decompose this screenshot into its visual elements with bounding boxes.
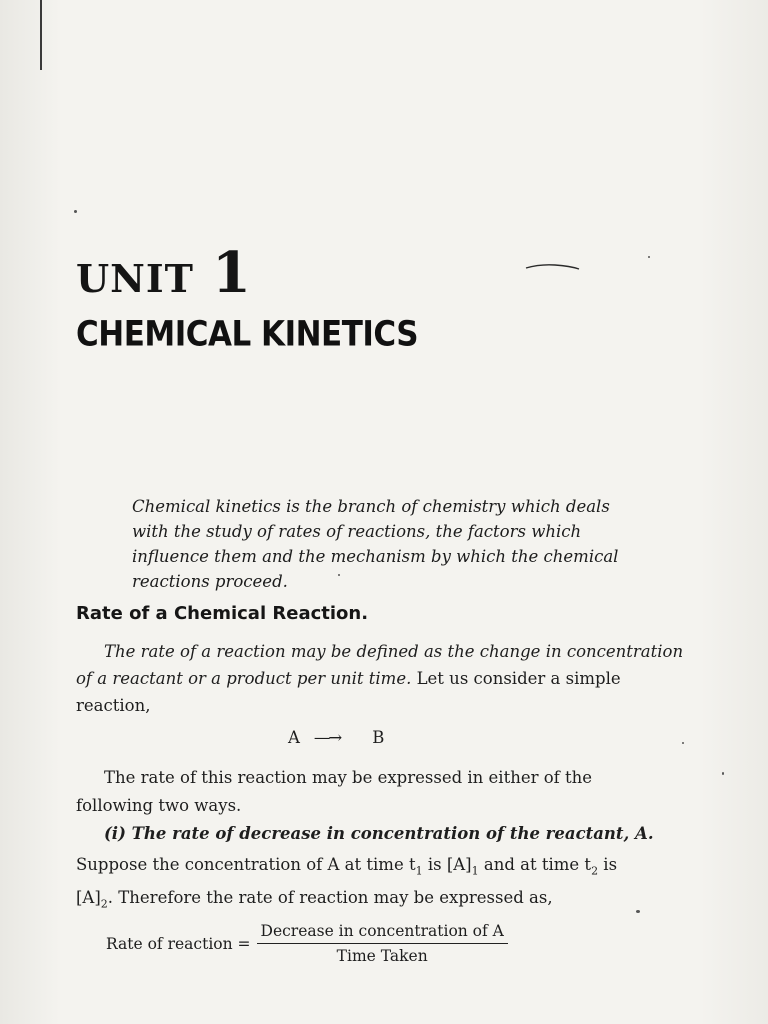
ink-speck xyxy=(682,742,684,744)
ink-speck xyxy=(338,574,340,576)
text-run: is xyxy=(598,855,618,874)
definition-paragraph xyxy=(76,638,696,719)
intro-line: influence them and the mechanism by which the chemical xyxy=(132,547,619,566)
unit-heading xyxy=(76,240,251,306)
intro-line: Chemical kinetics is the branch of chemistry which deals xyxy=(132,497,610,516)
section-heading: Rate of a Chemical Reaction. xyxy=(76,603,369,624)
unit-word: UNIT xyxy=(76,256,194,301)
definition-line: The rate of a reaction may be defined as the change in concentration xyxy=(104,642,684,661)
reaction-arrow-icon: —→ xyxy=(313,728,341,747)
text-run: [A] xyxy=(76,888,101,908)
ink-speck xyxy=(636,910,640,913)
intro-paragraph xyxy=(132,494,692,594)
product-label: B xyxy=(372,728,385,747)
reactant-label: A xyxy=(288,728,300,747)
definition-italic: of a reactant or a product per unit time. xyxy=(76,669,412,688)
subscript: 1 xyxy=(415,864,423,878)
ink-speck xyxy=(722,772,724,775)
page-spine-line xyxy=(40,0,42,70)
subscript: 1 xyxy=(471,864,479,878)
pen-mark-icon xyxy=(525,262,580,272)
definition-rest: Let us consider a simple xyxy=(411,669,621,688)
expression-line: The rate of this reaction may be expressed in either of the xyxy=(104,768,593,787)
formula-numerator: Decrease in concentration of A xyxy=(257,922,508,944)
chapter-title: CHEMICAL KINETICS xyxy=(76,314,419,355)
formula-lhs: Rate of reaction = xyxy=(106,934,251,953)
text-run: is [A] xyxy=(422,855,472,874)
unit-number: 1 xyxy=(211,240,251,306)
intro-line: reactions proceed. xyxy=(132,572,288,591)
definition-line xyxy=(76,665,696,692)
ink-speck xyxy=(648,256,650,258)
case-subheading: (i) The rate of decrease in concentration of the reactant, A. xyxy=(104,824,654,843)
formula-fraction xyxy=(257,922,508,965)
intro-line: with the study of rates of reactions, the factors which xyxy=(132,522,582,541)
text-run: Suppose the concentration of A at time t xyxy=(76,855,416,874)
concentration-line xyxy=(76,851,706,884)
rate-formula xyxy=(106,922,508,965)
concentration-line xyxy=(76,884,706,917)
formula-denominator: Time Taken xyxy=(336,947,428,965)
definition-line: reaction, xyxy=(76,696,151,715)
subscript: 2 xyxy=(591,864,599,878)
expression-paragraph xyxy=(76,764,696,820)
subscript: 2 xyxy=(100,897,108,911)
expression-line: following two ways. xyxy=(76,796,242,815)
reaction-equation xyxy=(288,728,384,747)
text-run: . Therefore the rate of reaction may be expressed as, xyxy=(107,888,553,908)
text-run: and at time t xyxy=(478,855,592,874)
ink-speck xyxy=(74,210,77,213)
concentration-paragraph xyxy=(76,851,706,918)
